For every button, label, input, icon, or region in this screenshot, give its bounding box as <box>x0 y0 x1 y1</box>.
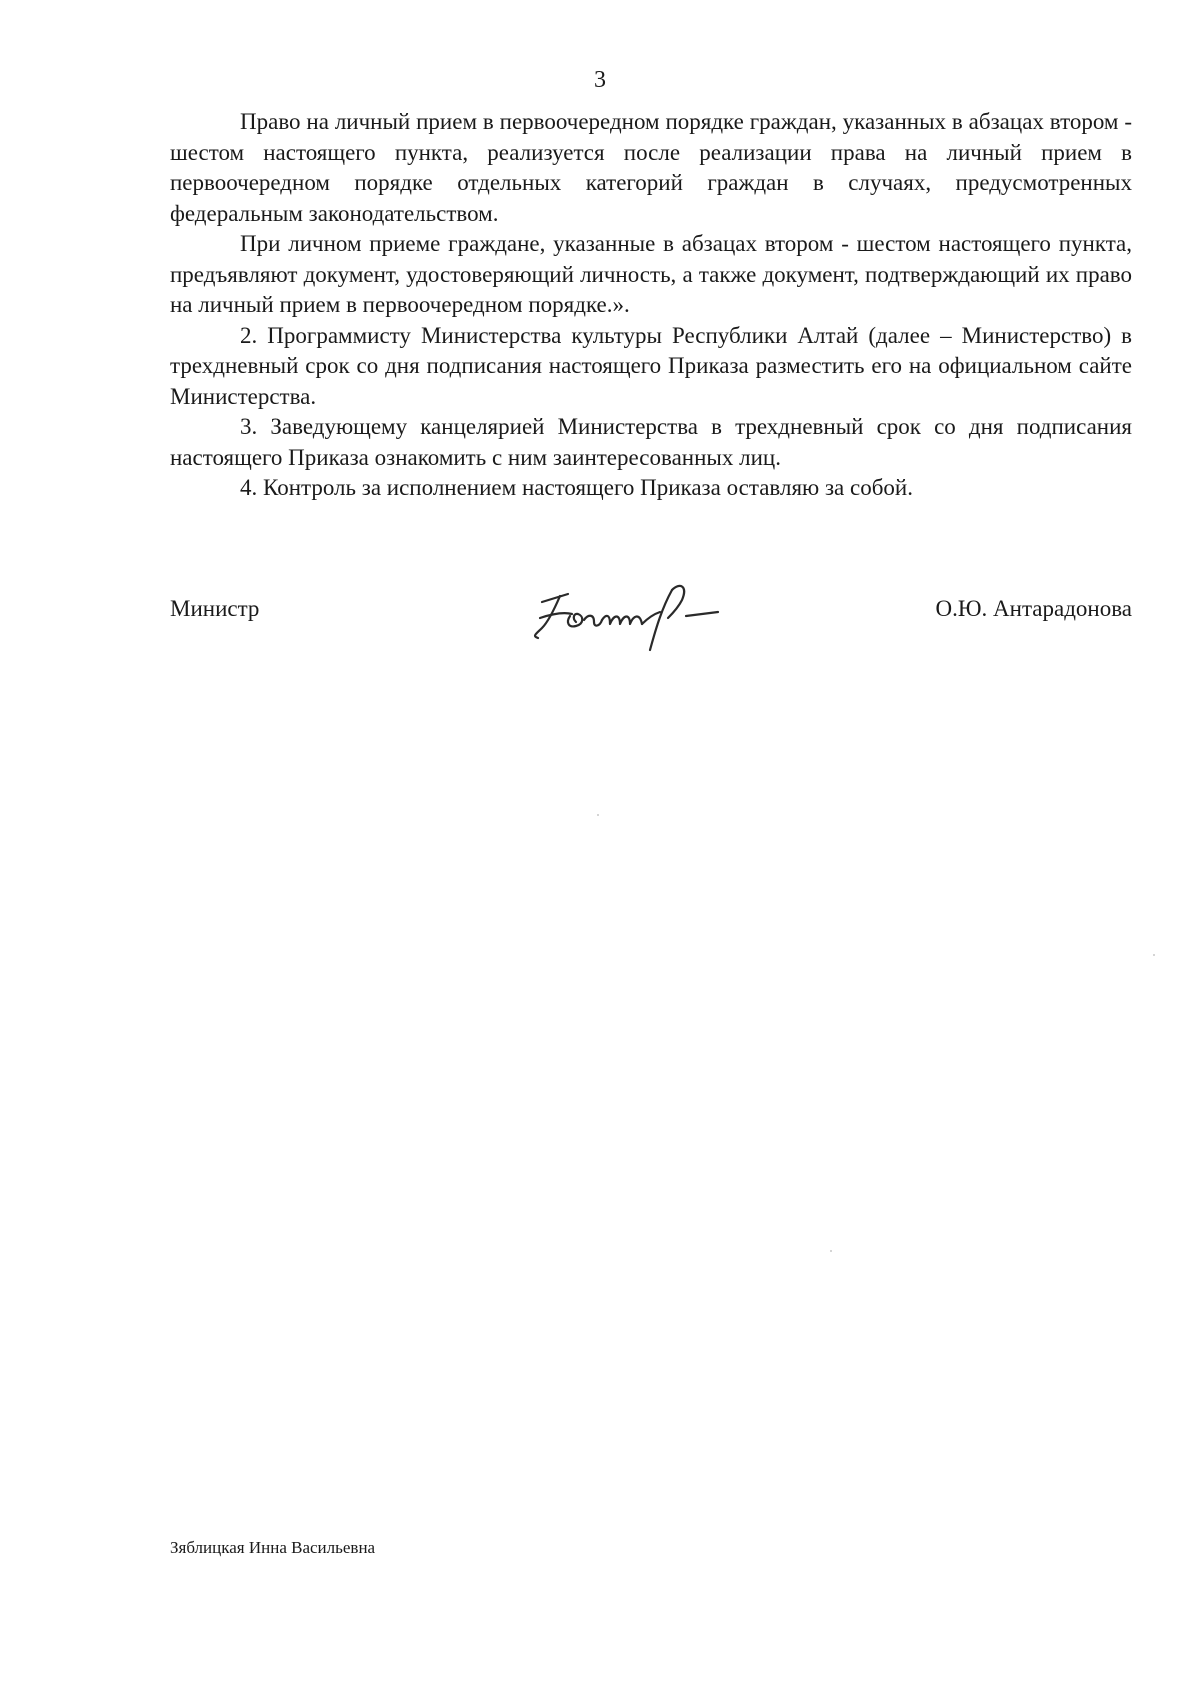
paragraph-documents-required: При личном приеме граждане, указанные в абзацах втором - шестом настоящего пункта, предъявляют документ, удостоверяющий личность, а также документ, подтверждающий их право на личный прием в первоочередном порядке.». <box>170 231 1132 317</box>
signature-block <box>170 578 1132 668</box>
handwritten-signature <box>522 578 762 654</box>
paragraph-item-3: 3. Заведующему канцелярией Министерства в трехдневный срок со дня подписания настоящего Приказа ознакомить с ним заинтересованных лиц. <box>170 414 1132 470</box>
scan-speck <box>830 1250 832 1252</box>
executor-name: Зяблицкая Инна Васильевна <box>170 1538 376 1557</box>
paragraph-priority-reception: Право на личный прием в первоочередном порядке граждан, указанных в абзацах втором - шестом настоящего пункта, реализуется после реализации права на личный прием в первоочередном порядке отдельных категорий граждан в случаях, предусмотренных федеральным законодательством. <box>170 109 1132 226</box>
document-body <box>170 107 1132 504</box>
scan-speck <box>597 814 599 816</box>
signatory-name: О.Ю. Антарадонова <box>935 596 1132 621</box>
signatory-title: Министр <box>170 596 260 621</box>
paragraph-item-2: 2. Программисту Министерства культуры Республики Алтай (далее – Министерство) в трехдневный срок со дня подписания настоящего Приказа разместить его на официальном сайте Министерства. <box>170 322 1132 409</box>
page-number: 3 <box>594 67 606 93</box>
paragraph-item-4: 4. Контроль за исполнением настоящего Приказа оставляю за собой. <box>240 475 913 500</box>
scan-speck <box>1153 954 1155 956</box>
